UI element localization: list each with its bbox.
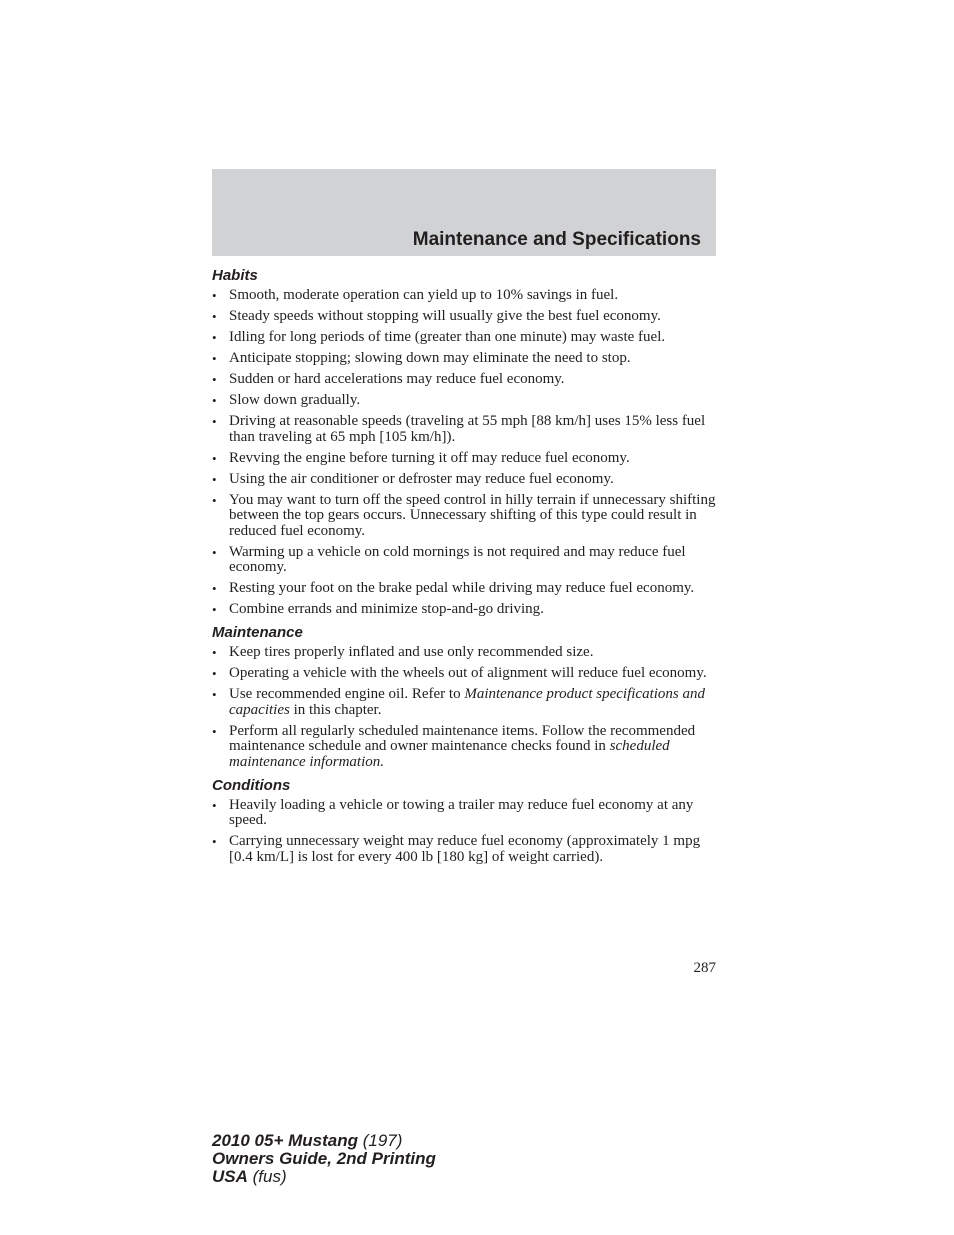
bullet-item [212,414,718,445]
bullet-item [212,351,718,367]
bullet-item [212,581,718,597]
bullet-icon: • [212,330,217,345]
bullet-text: Carrying unnecessary weight may reduce fuel economy (approximately 1 mpg [0.4 km/L] is lost for every 400 lb [180 kg] of weight carried). [229,833,701,865]
cross-reference-text: scheduled maintenance information. [229,738,670,770]
footer-market-code: (fus) [247,1167,287,1186]
bullet-item [212,724,718,771]
bullet-icon: • [212,393,217,408]
bullet-item [212,451,718,467]
bullet-icon: • [212,666,217,681]
section-heading: Habits [212,267,258,284]
bullet-item [212,666,718,682]
footer-model-code: (197) [358,1131,403,1150]
footer-line-model [212,1132,436,1150]
bullet-list [212,645,718,770]
bullet-icon: • [212,797,217,813]
footer-line-printing: Owners Guide, 2nd Printing [212,1149,436,1168]
bullet-text: Sudden or hard accelerations may reduce fuel economy. [229,371,565,387]
bullet-item [212,602,718,618]
bullet-list [212,288,718,618]
bullet-text: Idling for long periods of time (greater than one minute) may waste fuel. [229,329,666,345]
bullet-text: Revving the engine before turning it off may reduce fuel economy. [229,449,630,466]
bullet-item [212,330,718,346]
bullet-item [212,645,718,661]
bullet-text: Smooth, moderate operation can yield up to 10% savings in fuel. [229,287,619,303]
page-number: 287 [693,960,716,976]
bullet-text: Warming up a vehicle on cold mornings is not required and may reduce fuel economy. [229,543,686,575]
bullet-item [212,545,718,576]
bullet-icon: • [212,602,217,617]
section-habits [212,266,718,618]
bullet-icon: • [212,581,217,596]
bullet-text: Keep tires properly inflated and use only recommended size. [229,644,594,660]
page-content [212,266,718,871]
bullet-text: in this chapter. [289,701,382,718]
bullet-item [212,372,718,388]
bullet-text: Slow down gradually. [229,392,361,408]
bullet-icon: • [212,288,217,303]
bullet-icon: • [212,450,217,466]
bullet-icon: • [212,834,217,849]
bullet-text: You may want to turn off the speed control in hilly terrain if unnecessary shifting between the top gears occurs. Unnecessary shifting of this type could result in reduced fuel economy. [229,491,716,539]
chapter-header-band [212,169,716,256]
bullet-icon: • [212,414,217,429]
bullet-text: Steady speeds without stopping will usually give the best fuel economy. [229,308,661,324]
bullet-text: Driving at reasonable speeds (traveling at 55 mph [88 km/h] uses 15% less fuel than traveling at 65 mph [105 km/h]). [229,413,706,445]
cross-reference-text: Maintenance product specifications and capacities [229,686,705,718]
section-conditions [212,776,718,866]
bullet-item [212,288,718,304]
bullet-text: Using the air conditioner or defroster may reduce fuel economy. [229,470,614,487]
bullet-icon: • [212,544,217,560]
bullet-icon: • [212,351,217,366]
footer-line-market [212,1168,436,1186]
bullet-item [212,472,718,488]
bullet-icon: • [212,645,217,660]
bullet-item [212,309,718,325]
section-heading: Maintenance [212,624,303,641]
section-heading: Conditions [212,776,291,794]
bullet-text: Heavily loading a vehicle or towing a trailer may reduce fuel economy at any speed. [229,796,694,828]
footer-market: USA [212,1167,248,1186]
bullet-item [212,493,718,540]
bullet-text: Anticipate stopping; slowing down may eliminate the need to stop. [229,350,631,366]
bullet-text: Combine errands and minimize stop-and-go driving. [229,601,544,617]
bullet-icon: • [212,372,217,387]
bullet-icon: • [212,309,217,324]
bullet-icon: • [212,723,217,739]
footer-model: 2010 05+ Mustang [212,1131,358,1150]
document-footer [212,1132,436,1186]
bullet-list [212,798,718,866]
bullet-icon: • [212,492,217,508]
bullet-icon: • [212,471,217,487]
bullet-item [212,687,718,718]
bullet-text: Operating a vehicle with the wheels out of alignment will reduce fuel economy. [229,665,707,681]
chapter-title: Maintenance and Specifications [412,229,701,250]
bullet-text: Perform all regularly scheduled maintenance items. Follow the recommended maintenance schedule and owner maintenance checks found in [229,722,696,754]
bullet-text: Use recommended engine oil. Refer to [229,686,465,702]
bullet-item [212,393,718,409]
bullet-item [212,798,718,829]
bullet-item [212,834,718,865]
section-maintenance [212,623,718,770]
bullet-text: Resting your foot on the brake pedal while driving may reduce fuel economy. [229,580,695,596]
bullet-icon: • [212,687,217,702]
